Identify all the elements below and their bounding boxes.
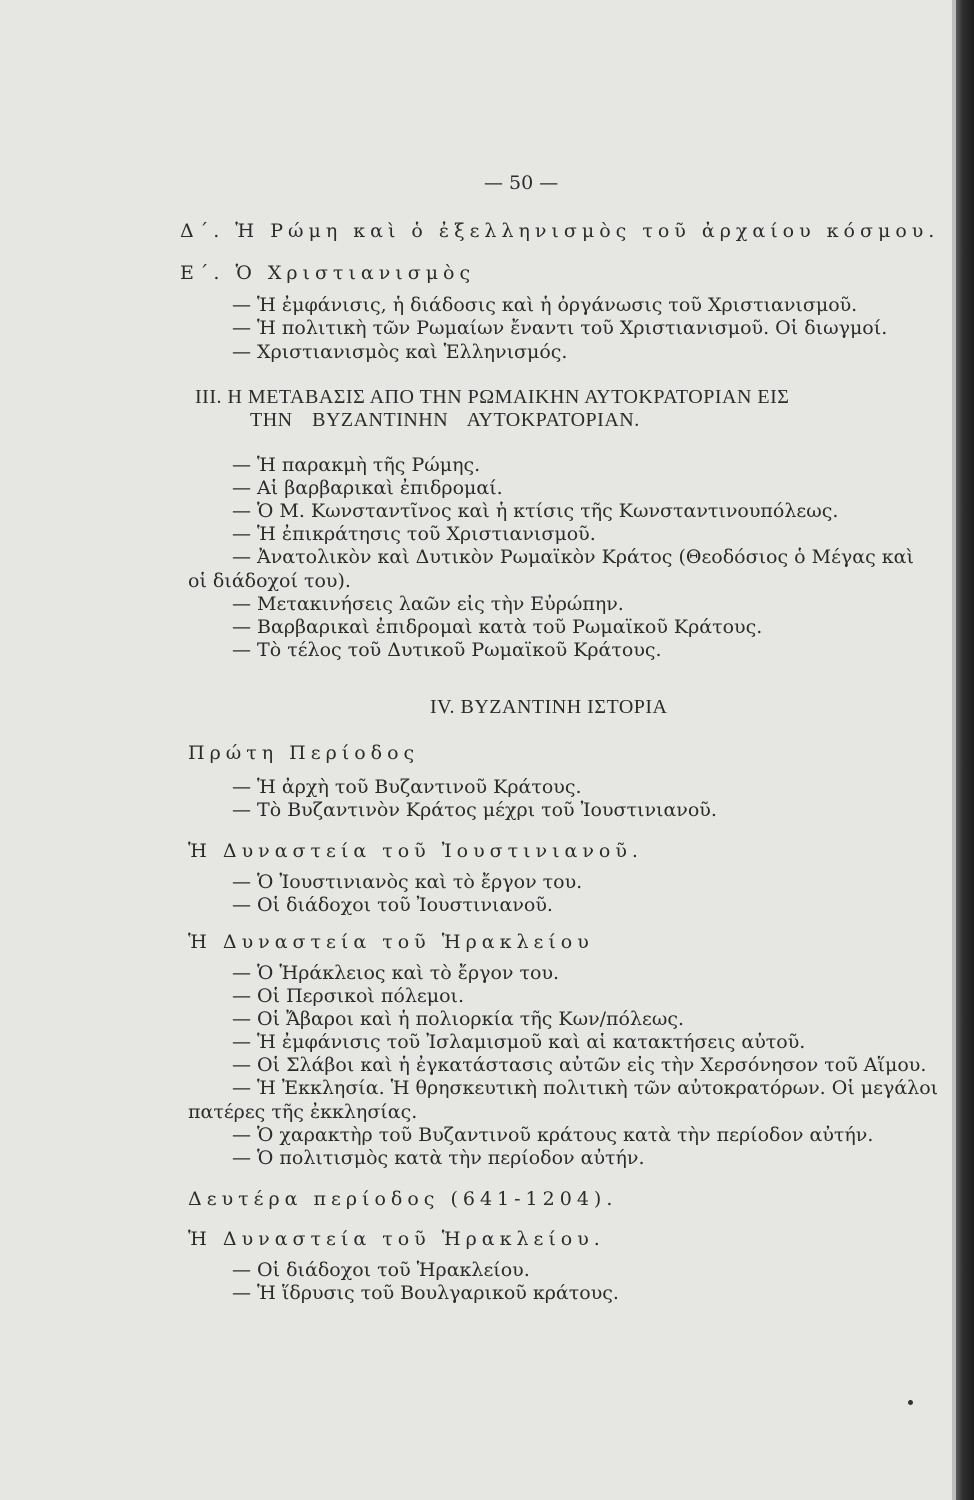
list-item-continuation: πατέρες τῆς ἐκκλησίας. [188,1101,418,1123]
list-item: — Ἀνατολικὸν καὶ Δυτικὸν Ρωμαϊκὸν Κράτος (Θεοδόσιος ὁ Μέγας καὶ [232,546,914,568]
list-item: — Οἱ Περσικοὶ πόλεμοι. [232,985,464,1007]
list-item: — Χριστιανισμὸς καὶ Ἑλληνισμός. [232,341,568,363]
list-item: — Αἱ βαρβαρικαὶ ἐπιδρομαί. [232,477,503,499]
section-heading-delta: Δ΄. Ἡ Ρώμη καὶ ὁ ἐξελληνισμὸς τοῦ ἀρχαίου κόσμου. [180,220,940,242]
chapter-heading-iii-line1: ΙΙΙ. Η ΜΕΤΑΒΑΣΙΣ ΑΠΟ ΤΗΝ ΡΩΜΑΙΚΗΝ ΑΥΤΟΚΡΑΤΟΡΙΑΝ ΕΙΣ [195,386,790,408]
list-item: — Ὁ χαρακτὴρ τοῦ Βυζαντινοῦ κράτους κατὰ τὴν περίοδον αὐτήν. [232,1124,874,1146]
list-item: — Οἱ διάδοχοι τοῦ Ἰουστινιανοῦ. [232,894,553,916]
chapter-heading-iv: IV. ΒΥΖΑΝΤΙΝΗ ΙΣΤΟΡΙΑ [430,696,668,718]
list-item: — Τὸ τέλος τοῦ Δυτικοῦ Ρωμαϊκοῦ Κράτους. [232,639,662,661]
ink-speck [908,1400,913,1405]
subheading-first-period: Πρώτη Περίοδος [188,742,420,764]
list-item: — Ἡ ἵδρυσις τοῦ Βουλγαρικοῦ κράτους. [232,1282,619,1304]
chapter-heading-iii-line2: ΤΗΝ ΒΥΖΑΝΤΙΝΗΝ ΑΥΤΟΚΡΑΤΟΡΙΑΝ. [250,409,640,431]
list-item: — Ἡ παρακμὴ τῆς Ρώμης. [232,454,481,476]
list-item: — Μετακινήσεις λαῶν εἰς τὴν Εὐρώπην. [232,593,624,615]
list-item: — Οἱ Σλάβοι καὶ ἡ ἐγκατάστασις αὐτῶν εἰς τὴν Χερσόνησον τοῦ Αἵμου. [232,1054,927,1076]
list-item: — Ὁ Μ. Κωνσταντῖνος καὶ ἡ κτίσις τῆς Κωνσταντινουπόλεως. [232,500,839,522]
list-item: — Ἡ Ἐκκλησία. Ἡ θρησκευτικὴ πολιτικὴ τῶν αὐτοκρατόρων. Οἱ μεγάλοι [232,1077,939,1099]
book-binding-edge [956,0,974,1500]
list-item: — Ἡ ἐπικράτησις τοῦ Χριστιανισμοῦ. [232,523,596,545]
section-heading-epsilon: Ε΄. Ὁ Χριστιανισμὸς [180,262,476,284]
list-item: — Οἱ διάδοχοι τοῦ Ἡρακλείου. [232,1259,530,1281]
list-item: — Βαρβαρικαὶ ἐπιδρομαὶ κατὰ τοῦ Ρωμαϊκοῦ Κράτους. [232,616,763,638]
list-item: — Ὁ πολιτισμὸς κατὰ τὴν περίοδον αὐτήν. [232,1147,645,1169]
list-item: — Τὸ Βυζαντινὸν Κράτος μέχρι τοῦ Ἰουστινιανοῦ. [232,799,717,821]
subheading-heraclius-dynasty-2: Ἡ Δυναστεία τοῦ Ἡρακλείου. [188,1228,605,1250]
subheading-heraclius-dynasty: Ἡ Δυναστεία τοῦ Ἡρακλείου [188,931,594,953]
list-item: — Ἡ ἀρχὴ τοῦ Βυζαντινοῦ Κράτους. [232,776,582,798]
list-item: — Ἡ πολιτικὴ τῶν Ρωμαίων ἔναντι τοῦ Χριστιανισμοῦ. Οἱ διωγμοί. [232,317,888,339]
list-item: — Οἱ Ἄβαροι καὶ ἡ πολιορκία τῆς Κων/πόλεως. [232,1008,685,1030]
page-number: — 50 — [484,172,559,194]
subheading-second-period: Δευτέρα περίοδος (641-1204). [188,1188,618,1210]
list-item-continuation: οἱ διάδοχοί του). [188,570,351,592]
subheading-justinian-dynasty: Ἡ Δυναστεία τοῦ Ἰουστινιανοῦ. [188,840,643,862]
list-item: — Ὁ Ἰουστινιανὸς καὶ τὸ ἔργον του. [232,871,583,893]
list-item: — Ἡ ἐμφάνισις τοῦ Ἰσλαμισμοῦ καὶ αἱ κατακτήσεις αὐτοῦ. [232,1031,806,1053]
list-item: — Ὁ Ἡράκλειος καὶ τὸ ἔργον του. [232,962,560,984]
list-item: — Ἡ ἐμφάνισις, ἡ διάδοσις καὶ ἡ ὀργάνωσις τοῦ Χριστιανισμοῦ. [232,294,858,316]
